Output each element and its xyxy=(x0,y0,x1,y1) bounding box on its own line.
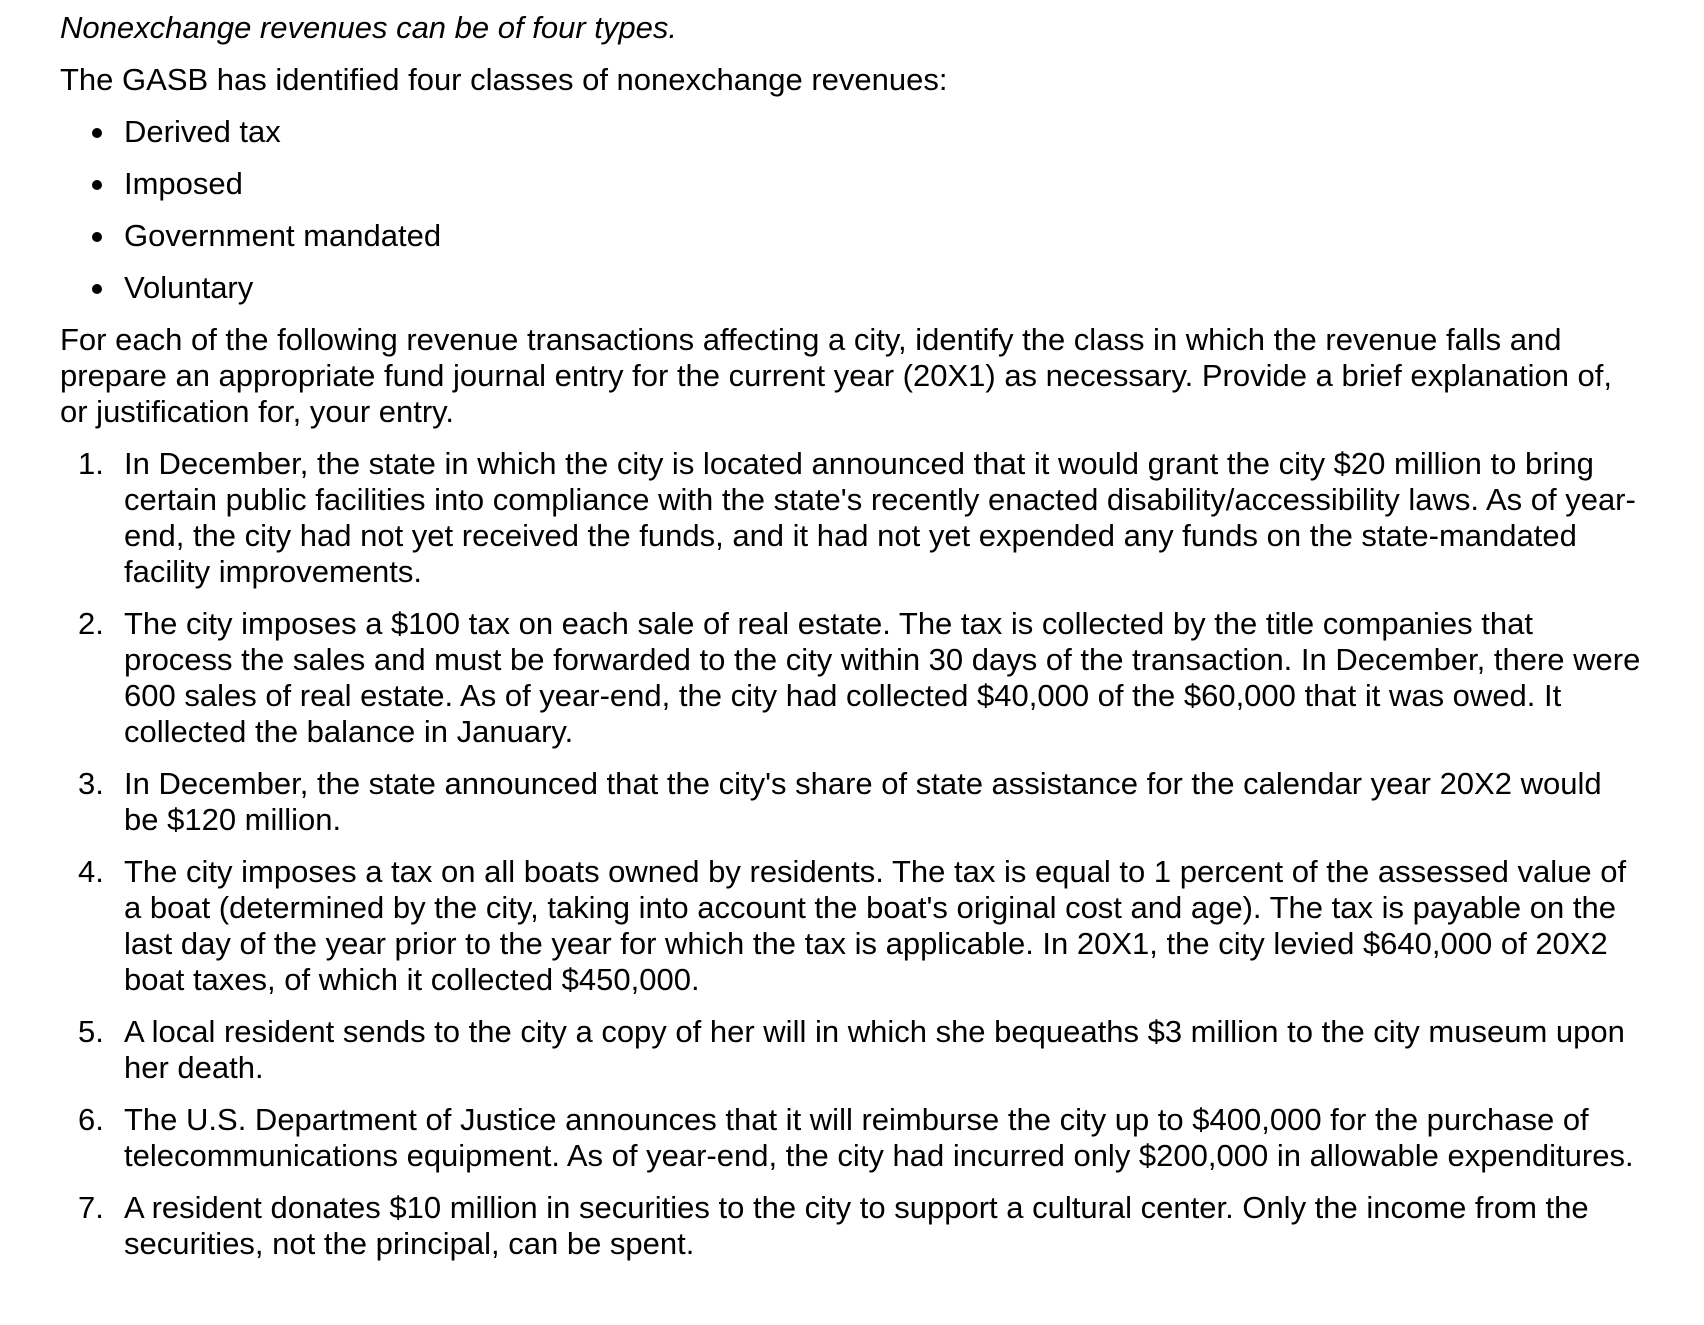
item-number: 5. xyxy=(78,1014,104,1049)
transaction-item xyxy=(60,1014,1644,1086)
class-label: Government mandated xyxy=(124,218,442,253)
bullet-icon xyxy=(92,180,102,190)
bullet-icon xyxy=(92,232,102,242)
lead-sentence: The GASB has identified four classes of nonexchange revenues: xyxy=(60,62,948,97)
list-item xyxy=(60,270,1644,306)
item-number: 7. xyxy=(78,1190,104,1225)
intro-heading: Nonexchange revenues can be of four types. xyxy=(60,10,677,45)
revenue-classes-list xyxy=(60,114,1644,306)
list-item xyxy=(60,166,1644,202)
item-text: The U.S. Department of Justice announces that it will reimburse the city up to $400,000 for the purchase of telecommunications equipment. As of year-end, the city had incurred only $200,000 in allowable expenditures. xyxy=(124,1102,1634,1173)
class-label: Imposed xyxy=(124,166,243,201)
item-number: 3. xyxy=(78,766,104,801)
item-number: 1. xyxy=(78,446,104,481)
bullet-icon xyxy=(92,284,102,294)
transaction-item xyxy=(60,446,1644,590)
item-text: In December, the state in which the city is located announced that it would grant the city $20 million to bring certain public facilities into compliance with the state's recently enacted disability/accessibility laws. As of year-end, the city had not yet received the funds, and it had not yet expended any funds on the state-mandated facility improvements. xyxy=(124,446,1636,589)
transaction-item xyxy=(60,1102,1644,1174)
bullet-icon xyxy=(92,128,102,138)
class-label: Voluntary xyxy=(124,270,254,305)
item-text: A resident donates $10 million in securities to the city to support a cultural center. Only the income from the securities, not the principal, can be spent. xyxy=(124,1190,1589,1261)
class-label: Derived tax xyxy=(124,114,281,149)
item-text: The city imposes a tax on all boats owned by residents. The tax is equal to 1 percent of the assessed value of a boat (determined by the city, taking into account the boat's original cost and age). The tax is payable on the last day of the year prior to the year for which the tax is applicable. In 20X1, the city levied $640,000 of 20X2 boat taxes, of which it collected $450,000. xyxy=(124,854,1627,997)
item-number: 2. xyxy=(78,606,104,641)
item-text: The city imposes a $100 tax on each sale of real estate. The tax is collected by the title companies that process the sales and must be forwarded to the city within 30 days of the transaction. In December, there were 600 sales of real estate. As of year-end, the city had collected $40,000 of the $60,000 that it was owed. It collected the balance in January. xyxy=(124,606,1641,749)
transactions-list xyxy=(60,446,1644,1262)
item-text: A local resident sends to the city a copy of her will in which she bequeaths $3 million to the city museum upon her death. xyxy=(124,1014,1625,1085)
transaction-item xyxy=(60,606,1644,750)
list-item xyxy=(60,114,1644,150)
transaction-item xyxy=(60,766,1644,838)
item-text: In December, the state announced that the city's share of state assistance for the calendar year 20X2 would be $120 million. xyxy=(124,766,1602,837)
item-number: 4. xyxy=(78,854,104,889)
list-item xyxy=(60,218,1644,254)
instructions-paragraph: For each of the following revenue transactions affecting a city, identify the class in which the revenue falls and prepare an appropriate fund journal entry for the current year (20X1) as necessary. Provide a brief explanation of, or justification for, your entry. xyxy=(60,322,1613,429)
transaction-item xyxy=(60,1190,1644,1262)
item-number: 6. xyxy=(78,1102,104,1137)
transaction-item xyxy=(60,854,1644,998)
